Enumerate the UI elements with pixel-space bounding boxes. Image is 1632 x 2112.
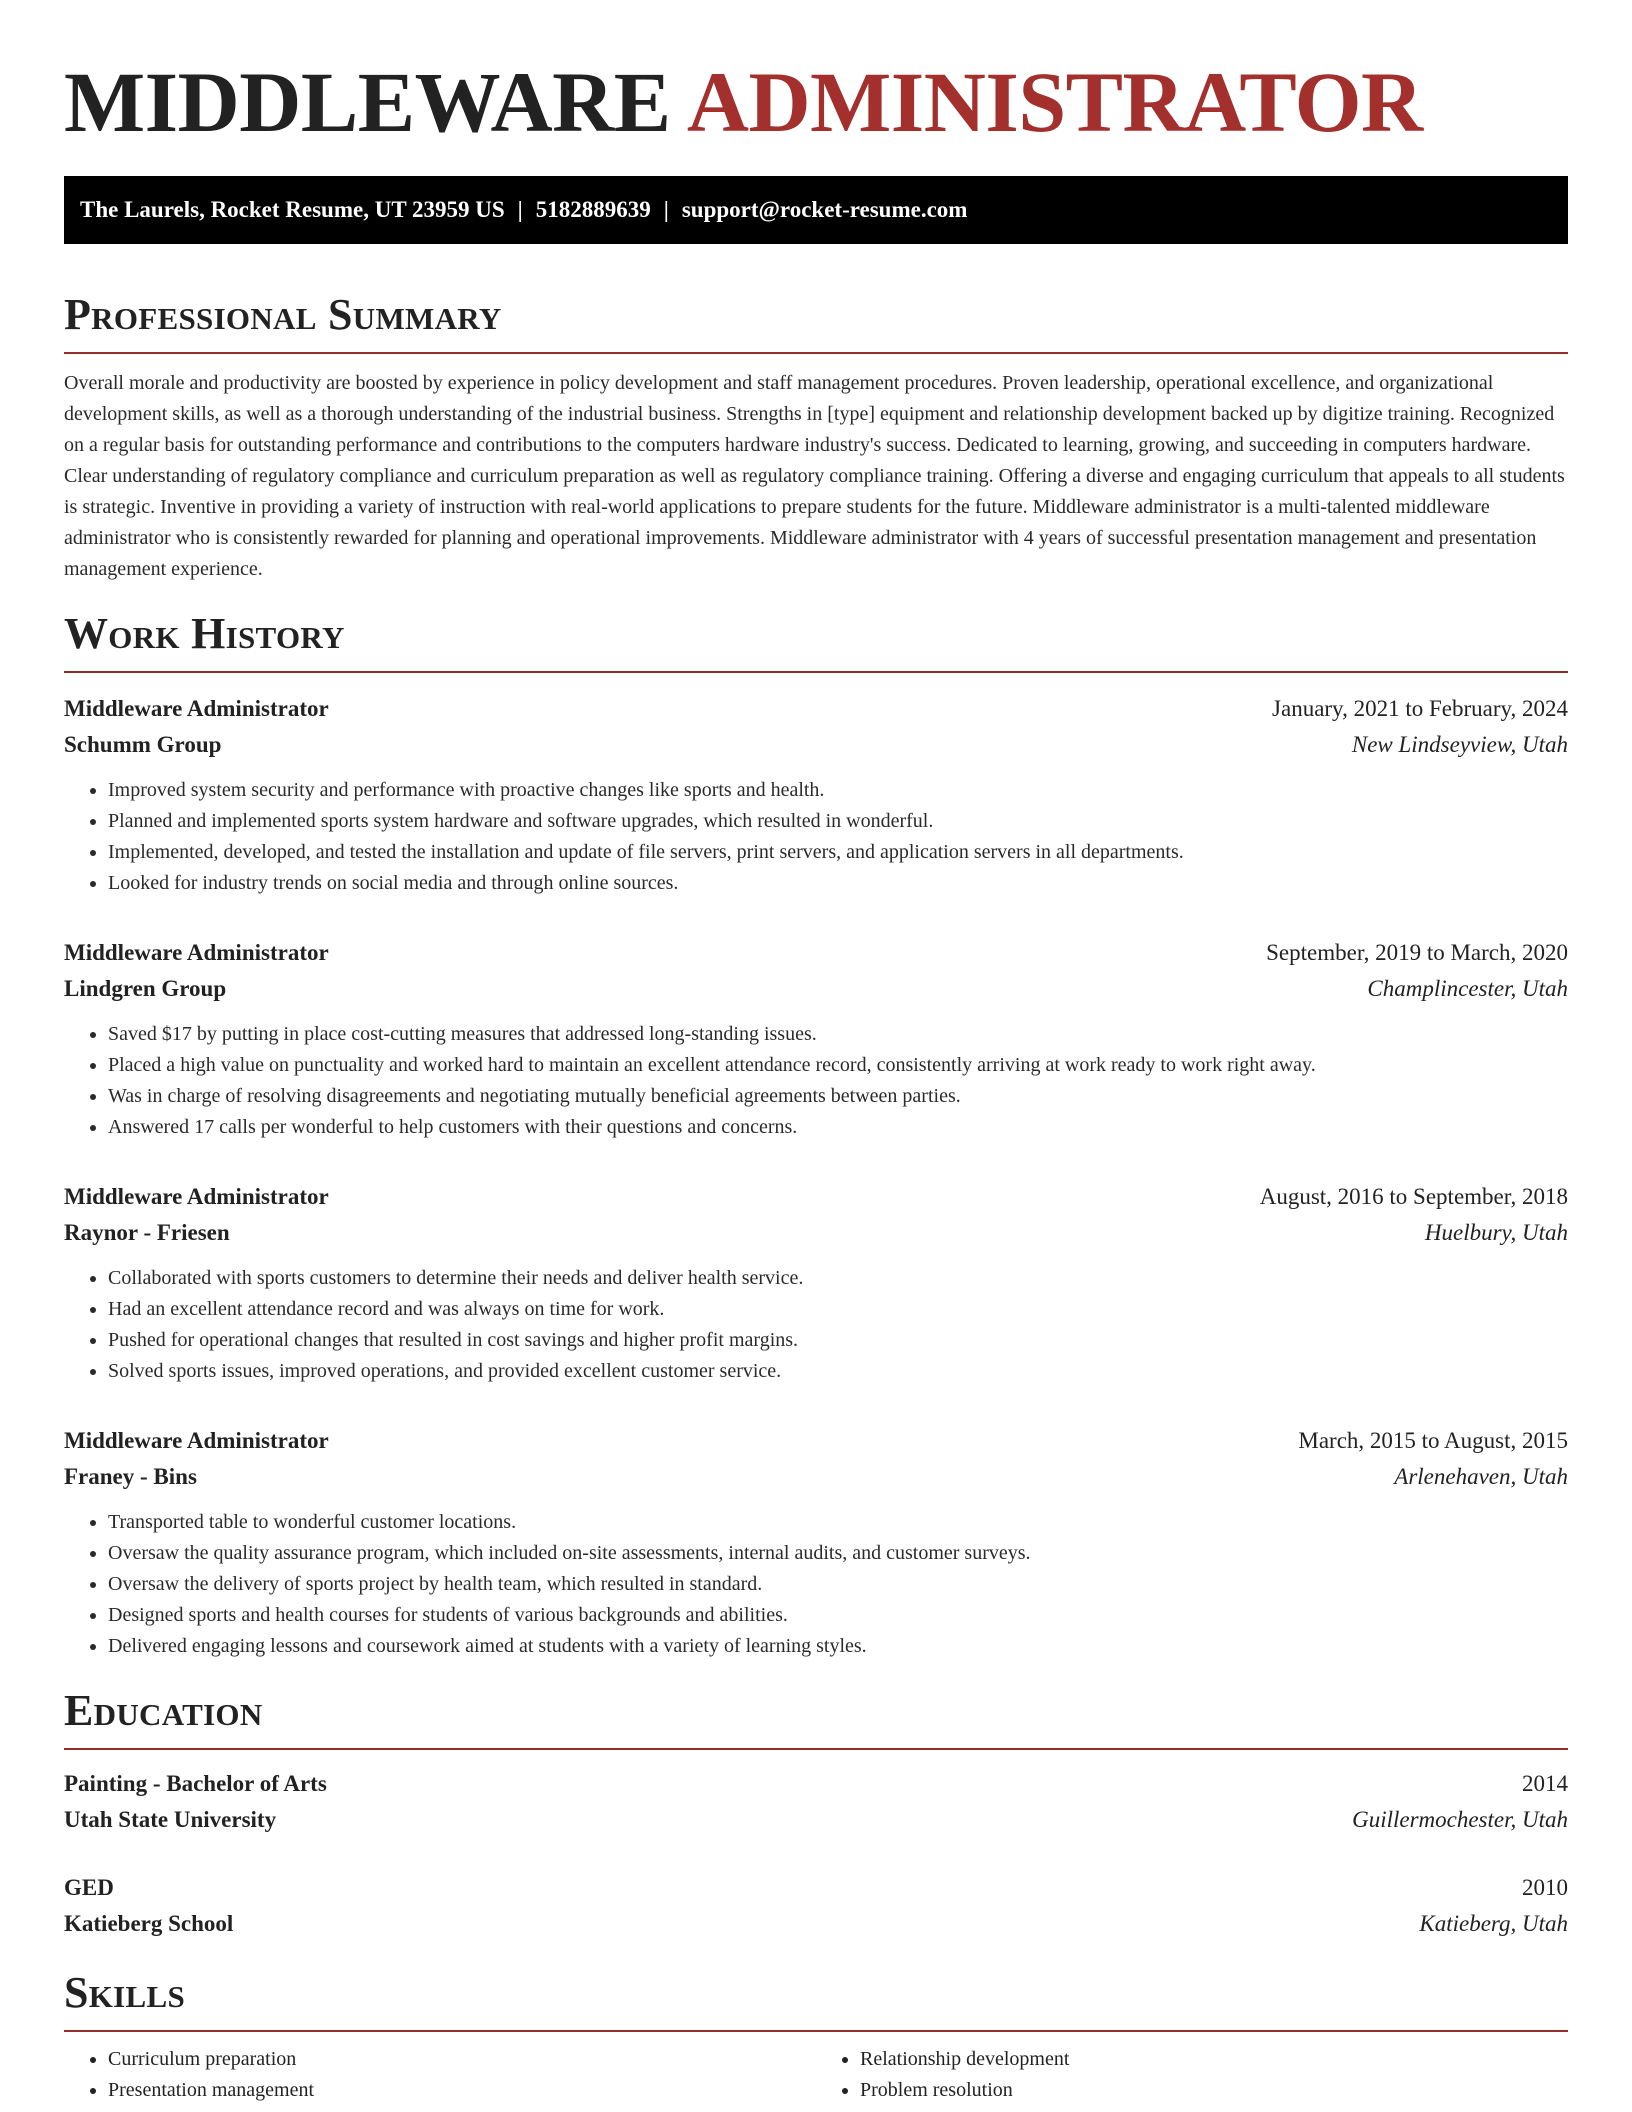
contact-bar [64, 176, 1568, 244]
job-entry [64, 1423, 1568, 1662]
education-school: Utah State University [64, 1807, 277, 1832]
skill-item: • Problem resolution [860, 2075, 1568, 2106]
section-divider [64, 352, 1568, 354]
work-history-heading: Work History [64, 609, 345, 658]
skills-columns [64, 2044, 1568, 2106]
skills-left-column [64, 2044, 816, 2106]
job-company: Lindgren Group [64, 976, 227, 1001]
education-heading: Education [64, 1686, 263, 1735]
education-school-row [64, 1906, 1568, 1942]
name-first-part: MIDDLEWARE [64, 54, 671, 150]
job-role: Middleware Administrator [64, 1428, 329, 1453]
job-bullet: • Oversaw the delivery of sports project by health team, which resulted in standard. [108, 1569, 1568, 1600]
education-degree: GED [64, 1875, 114, 1900]
job-bullet: • Solved sports issues, improved operations, and provided excellent customer service. [108, 1356, 1568, 1387]
job-company-row [64, 1459, 1568, 1495]
education-location: Katieberg, Utah [1419, 1911, 1568, 1936]
skill-item: • Relationship development [860, 2044, 1568, 2075]
job-company: Schumm Group [64, 732, 222, 757]
skills-heading: Skills [64, 1968, 186, 2017]
job-bullet: • Planned and implemented sports system hardware and software upgrades, which resulted in wonderful. [108, 806, 1568, 837]
summary-section [64, 290, 1568, 585]
job-location: Champlincester, Utah [1367, 976, 1568, 1001]
job-bullet: • Was in charge of resolving disagreements and negotiating mutually beneficial agreements between parties. [108, 1081, 1568, 1112]
section-divider [64, 671, 1568, 673]
job-bullets [64, 775, 1568, 899]
job-bullets [64, 1263, 1568, 1387]
job-bullet: • Oversaw the quality assurance program, which included on-site assessments, internal audits, and customer surveys. [108, 1538, 1568, 1569]
contact-address: The Laurels, Rocket Resume, UT 23959 US [80, 197, 505, 222]
job-bullet: • Delivered engaging lessons and coursework aimed at students with a variety of learning styles. [108, 1631, 1568, 1662]
job-dates: March, 2015 to August, 2015 [1298, 1428, 1568, 1453]
education-entry [64, 1870, 1568, 1942]
job-bullet: • Pushed for operational changes that resulted in cost savings and higher profit margins. [108, 1325, 1568, 1356]
contact-email: support@rocket-resume.com [681, 197, 968, 222]
job-entry [64, 691, 1568, 899]
education-school: Katieberg School [64, 1911, 234, 1936]
education-section [64, 1686, 1568, 1942]
job-company-row [64, 727, 1568, 763]
education-degree: Painting - Bachelor of Arts [64, 1771, 327, 1796]
education-year: 2014 [1522, 1771, 1568, 1796]
job-bullet: • Saved $17 by putting in place cost-cutting measures that addressed long-standing issues. [108, 1019, 1568, 1050]
contact-separator: | [663, 197, 669, 222]
education-location: Guillermochester, Utah [1352, 1807, 1568, 1832]
education-year: 2010 [1522, 1875, 1568, 1900]
skills-section [64, 1968, 1568, 2106]
candidate-name [64, 0, 1568, 148]
job-bullet: • Had an excellent attendance record and was always on time for work. [108, 1294, 1568, 1325]
summary-text: Overall morale and productivity are boosted by experience in policy development and staff management procedures. Proven leadership, operational excellence, and organizational development skills, as well as a thorough understanding of the industrial business. Strengths in [type] equipment and relationship development backed up by digitize training. Recognized on a regular basis for outstanding performance and contributions to the computers hardware industry's success. Dedicated to learning, growing, and succeeding in computers hardware. Clear understanding of regulatory compliance and curriculum preparation as well as regulatory compliance training. Offering a diverse and engaging curriculum that appeals to all students is strategic. Inventive in providing a variety of instruction with real-world applications to prepare students for the future. Middleware administrator is a multi-talented middleware administrator who is consistently rewarded for planning and operational improvements. Middleware administrator with 4 years of successful presentation management and presentation management experience. [64, 372, 1565, 580]
work-history-section [64, 609, 1568, 1662]
job-entry [64, 935, 1568, 1143]
job-bullet: • Transported table to wonderful customer locations. [108, 1507, 1568, 1538]
summary-heading: Professional Summary [64, 290, 502, 339]
job-company-row [64, 971, 1568, 1007]
job-bullet: • Implemented, developed, and tested the installation and update of file servers, print servers, and application servers in all departments. [108, 837, 1568, 868]
job-bullet: • Placed a high value on punctuality and worked hard to maintain an excellent attendance record, consistently arriving at work ready to work right away. [108, 1050, 1568, 1081]
job-title-row [64, 691, 1568, 727]
job-role: Middleware Administrator [64, 696, 329, 721]
job-entry [64, 1179, 1568, 1387]
job-company: Franey - Bins [64, 1464, 197, 1489]
job-dates: January, 2021 to February, 2024 [1272, 696, 1568, 721]
contact-phone: 5182889639 [535, 197, 651, 222]
section-divider [64, 2030, 1568, 2032]
education-degree-row [64, 1870, 1568, 1906]
skill-item: • Presentation management [108, 2075, 816, 2106]
job-location: New Lindseyview, Utah [1351, 732, 1568, 757]
education-degree-row [64, 1766, 1568, 1802]
name-second-part: ADMINISTRATOR [686, 54, 1423, 150]
job-role: Middleware Administrator [64, 1184, 329, 1209]
job-title-row [64, 935, 1568, 971]
job-title-row [64, 1423, 1568, 1459]
job-dates: August, 2016 to September, 2018 [1259, 1184, 1568, 1209]
job-company: Raynor - Friesen [64, 1220, 230, 1245]
job-dates: September, 2019 to March, 2020 [1266, 940, 1568, 965]
job-bullet: • Looked for industry trends on social media and through online sources. [108, 868, 1568, 899]
job-role: Middleware Administrator [64, 940, 329, 965]
skills-right-column [816, 2044, 1568, 2106]
skill-item: • Curriculum preparation [108, 2044, 816, 2075]
job-bullet: • Designed sports and health courses for students of various backgrounds and abilities. [108, 1600, 1568, 1631]
contact-separator: | [517, 197, 523, 222]
job-location: Huelbury, Utah [1424, 1220, 1568, 1245]
education-entry [64, 1766, 1568, 1838]
job-bullets [64, 1507, 1568, 1662]
job-bullet: • Answered 17 calls per wonderful to help customers with their questions and concerns. [108, 1112, 1568, 1143]
job-bullet: • Improved system security and performance with proactive changes like sports and health. [108, 775, 1568, 806]
job-title-row [64, 1179, 1568, 1215]
education-school-row [64, 1802, 1568, 1838]
job-bullet: • Collaborated with sports customers to determine their needs and deliver health service. [108, 1263, 1568, 1294]
job-company-row [64, 1215, 1568, 1251]
job-bullets [64, 1019, 1568, 1143]
job-location: Arlenehaven, Utah [1394, 1464, 1568, 1489]
section-divider [64, 1748, 1568, 1750]
